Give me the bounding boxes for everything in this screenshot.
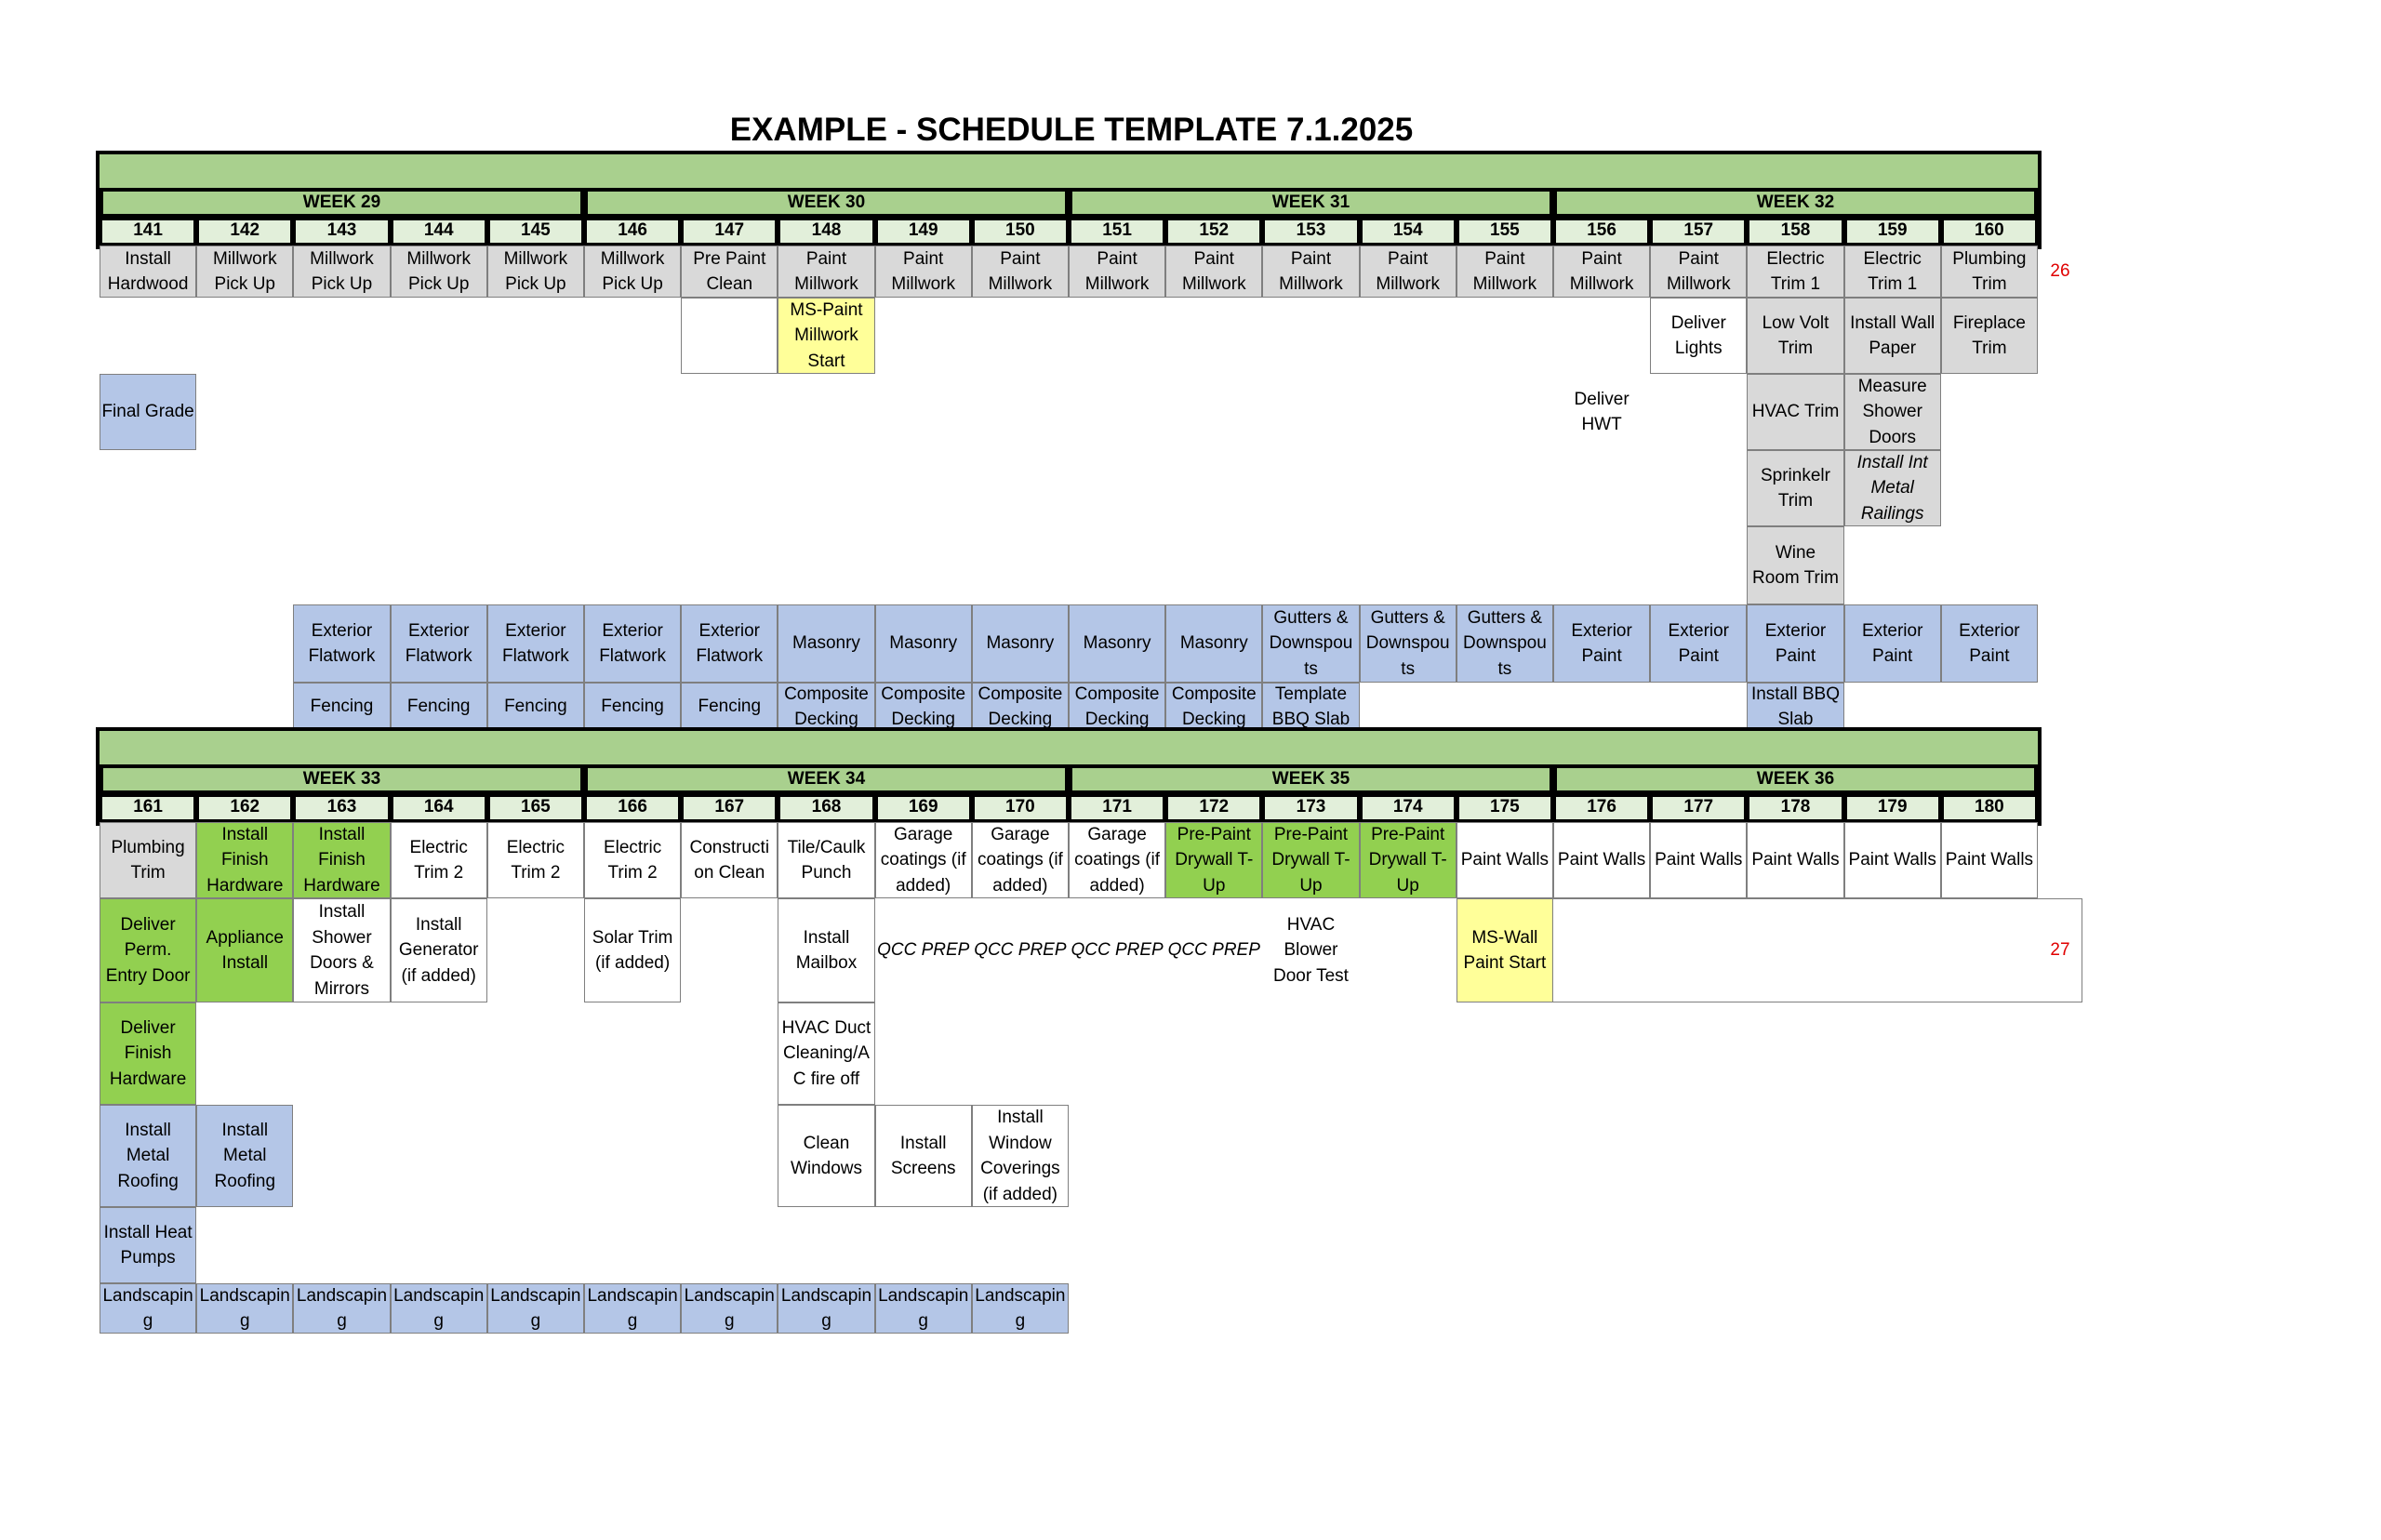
page-number-note: 26 bbox=[2050, 261, 2070, 281]
block2-task-cell: Landscapin g bbox=[875, 1283, 972, 1334]
block1-week-1: WEEK 29 bbox=[100, 188, 584, 218]
block1-task-cell: Exterior Flatwork bbox=[584, 604, 681, 683]
block1-task-cell: Paint Millwork bbox=[875, 246, 972, 298]
block2-task-cell: Landscapin g bbox=[293, 1283, 390, 1334]
block2-task-cell: QCC PREP bbox=[974, 940, 1067, 961]
block2-task-cell: Landscapin g bbox=[778, 1283, 874, 1334]
block1-day-143: 143 bbox=[293, 218, 390, 246]
block2-task-cell: HVAC Duct Cleaning/A C fire off bbox=[778, 1002, 874, 1105]
block2-task-cell: QCC PREP bbox=[877, 940, 970, 961]
block1-task-cell: Composite Decking bbox=[778, 683, 874, 731]
block1-day-155: 155 bbox=[1457, 218, 1553, 246]
block1-day-145: 145 bbox=[487, 218, 584, 246]
block2-task-cell: Install Mailbox bbox=[778, 898, 874, 1002]
block2-task-cell: Install Metal Roofing bbox=[196, 1105, 293, 1207]
block2-task-cell: Install Metal Roofing bbox=[100, 1105, 196, 1207]
block1-task-cell: Millwork Pick Up bbox=[196, 246, 293, 298]
block2-task-cell: Landscapin g bbox=[196, 1283, 293, 1334]
block1-task-cell: HVAC Trim bbox=[1747, 374, 1843, 450]
block1-task-cell: Final Grade bbox=[100, 374, 196, 450]
block1-task-cell: Exterior Paint bbox=[1650, 604, 1747, 683]
block1-task-cell: Masonry bbox=[1069, 604, 1165, 683]
block2-day-173: 173 bbox=[1262, 794, 1359, 822]
block1-task-cell: Masonry bbox=[1165, 604, 1262, 683]
block1-task-cell: Paint Millwork bbox=[1457, 246, 1553, 298]
block2-week-2: WEEK 34 bbox=[584, 764, 1069, 794]
block2-task-cell: Constructi on Clean bbox=[681, 822, 778, 898]
block2-task-cell: Paint Walls bbox=[1747, 822, 1843, 898]
block2-task-cell: Deliver Perm. Entry Door bbox=[100, 898, 196, 1002]
block2-task-cell: Paint Walls bbox=[1941, 822, 2038, 898]
block1-day-156: 156 bbox=[1553, 218, 1650, 246]
block2-task-cell: Electric Trim 2 bbox=[584, 822, 681, 898]
block2-day-170: 170 bbox=[972, 794, 1069, 822]
block1-task-cell: Template BBQ Slab bbox=[1262, 683, 1359, 731]
block2-task-cell: Pre-Paint Drywall T- Up bbox=[1360, 822, 1457, 898]
block2-day-180: 180 bbox=[1941, 794, 2038, 822]
block1-task-cell: Masonry bbox=[875, 604, 972, 683]
block1-task-cell: Paint Millwork bbox=[1553, 246, 1650, 298]
block1-day-148: 148 bbox=[778, 218, 874, 246]
block1-task-cell: Sprinkelr Trim bbox=[1747, 450, 1843, 526]
block2-header-band bbox=[100, 731, 2038, 764]
block2-task-cell: Garage coatings (if added) bbox=[875, 822, 972, 898]
block2-task-cell: Electric Trim 2 bbox=[391, 822, 487, 898]
block1-task-cell: MS-Paint Millwork Start bbox=[778, 298, 874, 374]
block1-task-cell: Exterior Flatwork bbox=[487, 604, 584, 683]
block1-task-cell: Exterior Paint bbox=[1553, 604, 1650, 683]
block2-task-cell: Clean Windows bbox=[778, 1105, 874, 1207]
block2-task-cell: Install Screens bbox=[875, 1105, 972, 1207]
block1-task-cell bbox=[681, 298, 778, 374]
block2-task-cell: Paint Walls bbox=[1553, 822, 1650, 898]
block1-task-cell: Pre Paint Clean bbox=[681, 246, 778, 298]
block1-task-cell: Paint Millwork bbox=[1650, 246, 1747, 298]
block2-week-4: WEEK 36 bbox=[1553, 764, 2038, 794]
block1-task-cell: Install Wall Paper bbox=[1844, 298, 1941, 374]
block2-task-cell: Garage coatings (if added) bbox=[972, 822, 1069, 898]
block1-task-cell: Gutters & Downspou ts bbox=[1457, 604, 1553, 683]
block1-task-cell: Wine Room Trim bbox=[1747, 526, 1843, 604]
block1-week-2: WEEK 30 bbox=[584, 188, 1069, 218]
block1-task-cell: Paint Millwork bbox=[1360, 246, 1457, 298]
block1-task-cell: Fireplace Trim bbox=[1941, 298, 2038, 374]
block1-task-cell: Exterior Flatwork bbox=[391, 604, 487, 683]
block1-task-cell: Paint Millwork bbox=[1069, 246, 1165, 298]
block2-task-cell: Pre-Paint Drywall T- Up bbox=[1262, 822, 1359, 898]
block1-task-cell: Install Int Metal Railings bbox=[1844, 450, 1941, 526]
block1-task-cell: Millwork Pick Up bbox=[584, 246, 681, 298]
block1-task-cell: Deliver HWT bbox=[1574, 389, 1629, 434]
block1-day-160: 160 bbox=[1941, 218, 2038, 246]
block1-day-152: 152 bbox=[1165, 218, 1262, 246]
block1-task-cell: Deliver Lights bbox=[1650, 298, 1747, 374]
block2-task-cell: Install Generator (if added) bbox=[391, 898, 487, 1002]
block1-task-cell: Electric Trim 1 bbox=[1747, 246, 1843, 298]
block1-task-cell: Measure Shower Doors bbox=[1844, 374, 1941, 450]
block1-task-cell: Millwork Pick Up bbox=[487, 246, 584, 298]
block1-task-cell: Exterior Flatwork bbox=[293, 604, 390, 683]
page-number-note: 27 bbox=[2050, 940, 2070, 960]
block1-day-142: 142 bbox=[196, 218, 293, 246]
block2-day-171: 171 bbox=[1069, 794, 1165, 822]
block2-task-cell: Landscapin g bbox=[391, 1283, 487, 1334]
block1-task-cell: Fencing bbox=[584, 683, 681, 731]
block2-task-cell: HVAC Blower Door Test bbox=[1273, 914, 1349, 986]
block1-task-cell: Exterior Paint bbox=[1941, 604, 2038, 683]
block2-task-cell: Solar Trim (if added) bbox=[584, 898, 681, 1002]
block1-day-154: 154 bbox=[1360, 218, 1457, 246]
block1-day-147: 147 bbox=[681, 218, 778, 246]
block2-day-178: 178 bbox=[1747, 794, 1843, 822]
block1-task-cell: Fencing bbox=[681, 683, 778, 731]
block1-task-cell: Low Volt Trim bbox=[1747, 298, 1843, 374]
block2-task-cell: Landscapin g bbox=[681, 1283, 778, 1334]
block1-task-cell: Gutters & Downspou ts bbox=[1360, 604, 1457, 683]
block2-day-161: 161 bbox=[100, 794, 196, 822]
block2-week-3: WEEK 35 bbox=[1069, 764, 1553, 794]
block2-day-176: 176 bbox=[1553, 794, 1650, 822]
block2-task-cell: Paint Walls bbox=[1650, 822, 1747, 898]
block2-task-cell: Install Finish Hardware bbox=[293, 822, 390, 898]
block2-day-174: 174 bbox=[1360, 794, 1457, 822]
block2-task-cell: QCC PREP bbox=[1071, 940, 1164, 961]
block2-day-177: 177 bbox=[1650, 794, 1747, 822]
block1-task-cell: Exterior Flatwork bbox=[681, 604, 778, 683]
block1-task-cell: Exterior Paint bbox=[1844, 604, 1941, 683]
block2-task-cell: Install Heat Pumps bbox=[100, 1207, 196, 1283]
block1-day-144: 144 bbox=[391, 218, 487, 246]
block1-task-cell: Gutters & Downspou ts bbox=[1262, 604, 1359, 683]
block2-empty-region bbox=[1553, 898, 2082, 1002]
block2-day-172: 172 bbox=[1165, 794, 1262, 822]
block1-day-146: 146 bbox=[584, 218, 681, 246]
block1-task-cell: Paint Millwork bbox=[1165, 246, 1262, 298]
block2-day-164: 164 bbox=[391, 794, 487, 822]
block2-task-cell: Appliance Install bbox=[196, 898, 293, 1002]
block1-task-cell: Composite Decking bbox=[972, 683, 1069, 731]
block1-task-cell: Paint Millwork bbox=[778, 246, 874, 298]
block1-task-cell: Composite Decking bbox=[875, 683, 972, 731]
block1-task-cell: Electric Trim 1 bbox=[1844, 246, 1941, 298]
block1-task-cell: Plumbing Trim bbox=[1941, 246, 2038, 298]
block2-task-cell: Plumbing Trim bbox=[100, 822, 196, 898]
block2-task-cell: QCC PREP bbox=[1167, 940, 1260, 961]
block1-day-159: 159 bbox=[1844, 218, 1941, 246]
block1-day-141: 141 bbox=[100, 218, 196, 246]
block2-day-166: 166 bbox=[584, 794, 681, 822]
block1-task-cell: Millwork Pick Up bbox=[293, 246, 390, 298]
block1-task-cell: Paint Millwork bbox=[972, 246, 1069, 298]
block1-day-158: 158 bbox=[1747, 218, 1843, 246]
block1-header-band bbox=[100, 154, 2038, 188]
page-title: EXAMPLE - SCHEDULE TEMPLATE 7.1.2025 bbox=[729, 112, 1414, 148]
block2-task-cell: Pre-Paint Drywall T- Up bbox=[1165, 822, 1262, 898]
block1-task-cell: Exterior Paint bbox=[1747, 604, 1843, 683]
block2-week-1: WEEK 33 bbox=[100, 764, 584, 794]
block1-task-cell: Composite Decking bbox=[1069, 683, 1165, 731]
block2-day-163: 163 bbox=[293, 794, 390, 822]
block1-week-4: WEEK 32 bbox=[1553, 188, 2038, 218]
block1-task-cell: Fencing bbox=[487, 683, 584, 731]
block1-task-cell: Millwork Pick Up bbox=[391, 246, 487, 298]
block2-day-167: 167 bbox=[681, 794, 778, 822]
block1-task-cell: Install BBQ Slab bbox=[1747, 683, 1843, 731]
block2-day-168: 168 bbox=[778, 794, 874, 822]
block2-task-cell: Tile/Caulk Punch bbox=[778, 822, 874, 898]
block1-day-150: 150 bbox=[972, 218, 1069, 246]
block1-week-3: WEEK 31 bbox=[1069, 188, 1553, 218]
block2-task-cell: Deliver Finish Hardware bbox=[100, 1002, 196, 1105]
block2-day-169: 169 bbox=[875, 794, 972, 822]
block2-task-cell: Landscapin g bbox=[584, 1283, 681, 1334]
block1-task-cell: Paint Millwork bbox=[1262, 246, 1359, 298]
block2-day-179: 179 bbox=[1844, 794, 1941, 822]
block2-task-cell: Landscapin g bbox=[972, 1283, 1069, 1334]
block2-task-cell: Paint Walls bbox=[1844, 822, 1941, 898]
block2-task-cell: MS-Wall Paint Start bbox=[1457, 898, 1553, 1002]
block2-day-162: 162 bbox=[196, 794, 293, 822]
block2-task-cell: Electric Trim 2 bbox=[487, 822, 584, 898]
block2-task-cell: Install Finish Hardware bbox=[196, 822, 293, 898]
block2-day-165: 165 bbox=[487, 794, 584, 822]
block1-task-cell: Fencing bbox=[391, 683, 487, 731]
block1-task-cell: Masonry bbox=[972, 604, 1069, 683]
block1-day-149: 149 bbox=[875, 218, 972, 246]
block2-day-175: 175 bbox=[1457, 794, 1553, 822]
block1-day-151: 151 bbox=[1069, 218, 1165, 246]
block2-task-cell: Garage coatings (if added) bbox=[1069, 822, 1165, 898]
block2-task-cell: Landscapin g bbox=[487, 1283, 584, 1334]
block1-task-cell: Install Hardwood bbox=[100, 246, 196, 298]
block1-day-153: 153 bbox=[1262, 218, 1359, 246]
block1-day-157: 157 bbox=[1650, 218, 1747, 246]
block2-task-cell: Landscapin g bbox=[100, 1283, 196, 1334]
block1-task-cell: Masonry bbox=[778, 604, 874, 683]
block1-task-cell: Fencing bbox=[293, 683, 390, 731]
block1-task-cell: Composite Decking bbox=[1165, 683, 1262, 731]
block2-task-cell: Paint Walls bbox=[1457, 822, 1553, 898]
block2-task-cell: Install Shower Doors & Mirrors bbox=[293, 898, 390, 1002]
block2-task-cell: Install Window Coverings (if added) bbox=[972, 1105, 1069, 1207]
